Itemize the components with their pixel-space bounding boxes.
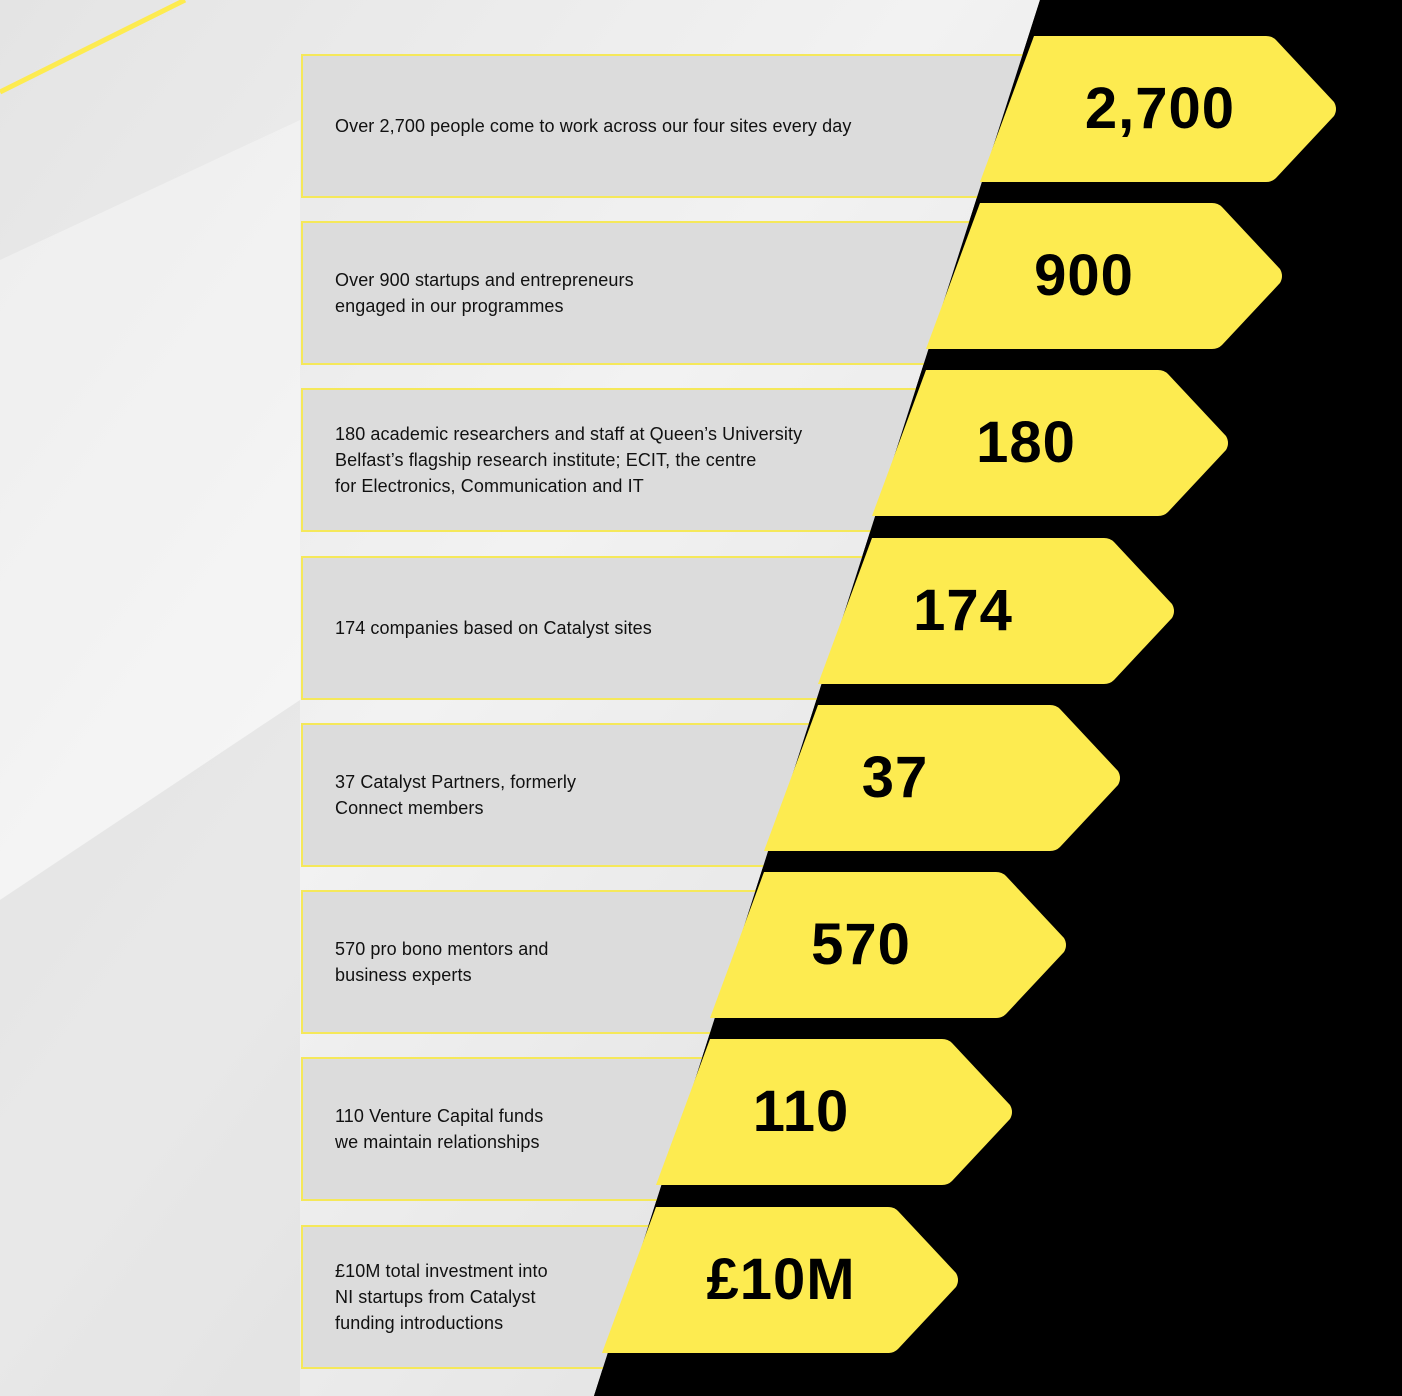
stat-badge-5 [764,705,1122,851]
stat-badge-3 [872,370,1230,516]
stat-value: 174 [913,578,1013,643]
stat-badge-6 [710,872,1068,1018]
stat-badge-8 [602,1207,960,1353]
stat-description: Over 2,700 people come to work across our four sites every day [335,116,852,136]
stat-description: 570 pro bono mentors and business experts [335,939,549,985]
stat-value: 900 [1034,243,1134,308]
stat-badge-2 [926,203,1284,349]
stat-description: Over 900 startups and entrepreneurs engaged in our programmes [335,270,634,316]
stat-value: 570 [811,912,911,977]
stat-badge-7 [656,1039,1014,1185]
stat-value: 37 [861,745,929,810]
stat-value: 110 [752,1079,850,1144]
stat-description: 37 Catalyst Partners, formerly Connect members [335,772,577,818]
stat-value: 2,700 [1084,76,1236,141]
stat-badge-4 [818,538,1176,684]
stat-value: 180 [976,410,1076,475]
stat-description: 174 companies based on Catalyst sites [335,618,652,638]
stat-description: £10M total investment into NI startups from Catalyst funding introductions [335,1261,548,1333]
stat-badge-1 [980,36,1338,182]
stat-description: 180 academic researchers and staff at Queen’s University Belfast’s flagship research institute; ECIT, the centre for Electronics, Communication and IT [335,424,803,496]
stat-description: 110 Venture Capital funds we maintain relationships [335,1106,544,1152]
stat-value: £10M [706,1247,856,1312]
